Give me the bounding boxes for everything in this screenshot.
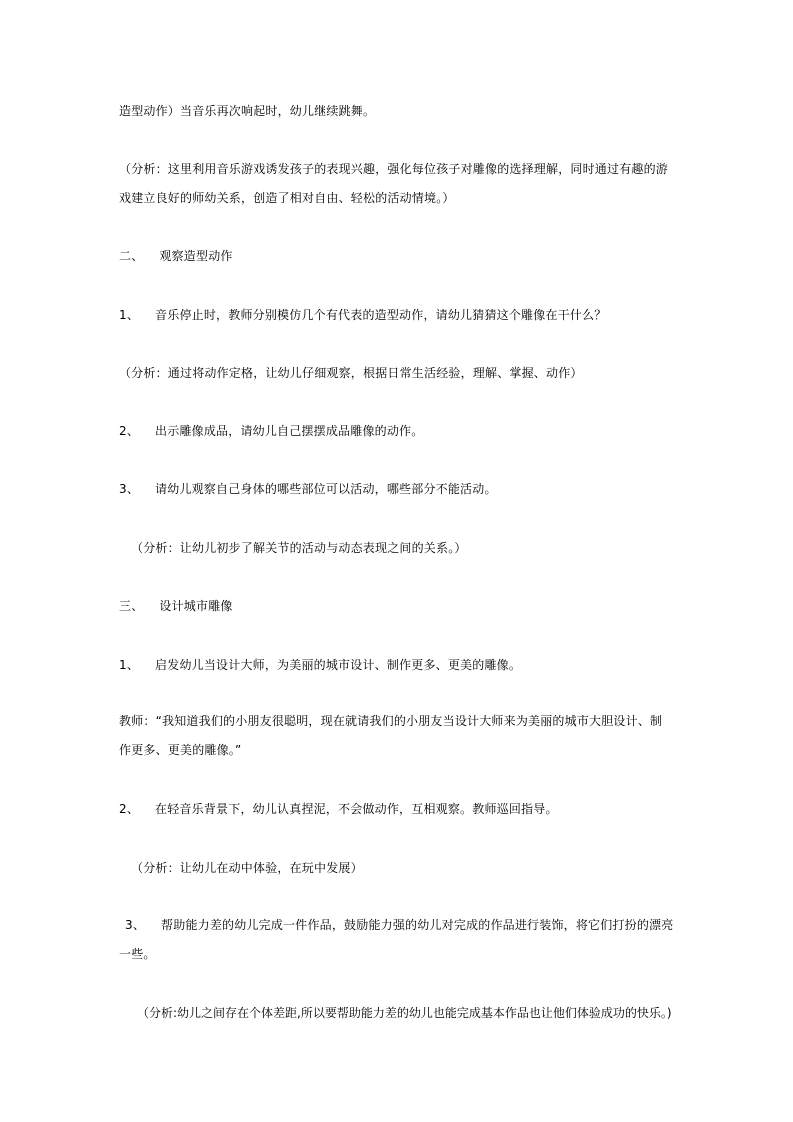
analysis-note xyxy=(131,860,363,877)
quote-text: 教师：“我知道我们的小朋友很聪明，现在就请我们的小朋友当设计大师来为美丽的城市大胆设计、制作更多、更美的雕像。” xyxy=(119,714,663,757)
step-item xyxy=(119,423,423,440)
analysis-text: （分析：让幼儿在动中体验，在玩中发展） xyxy=(131,861,363,875)
section-heading-3 xyxy=(119,598,233,615)
section-title: 观察造型动作 xyxy=(159,249,233,263)
section-heading-2 xyxy=(119,248,233,265)
step-item xyxy=(119,481,497,498)
step-number: 3、 xyxy=(119,482,140,496)
step-item xyxy=(119,911,675,969)
paragraph-text: 造型动作）当音乐再次响起时，幼儿继续跳舞。 xyxy=(119,104,376,118)
step-number: 3、 xyxy=(125,918,146,932)
analysis-paragraph xyxy=(119,155,675,213)
analysis-text: （分析：这里利用音乐游戏诱发孩子的表现兴趣，强化每位孩子对雕像的选择理解，同时通过有趣的游戏建立良好的师幼关系，创造了相对自由、轻松的活动情境。） xyxy=(119,162,669,205)
step-number: 2、 xyxy=(119,424,140,438)
analysis-text: （分析:幼儿之间存在个体差距,所以要帮助能力差的幼儿也能完成基本作品也让他们体验成功的快乐。) xyxy=(137,1006,672,1020)
step-text: 启发幼儿当设计大师，为美丽的城市设计、制作更多、更美的雕像。 xyxy=(155,658,522,672)
teacher-quote xyxy=(119,707,667,765)
step-item xyxy=(119,657,521,674)
step-text: 出示雕像成品，请幼儿自己摆摆成品雕像的动作。 xyxy=(155,424,424,438)
section-number: 二、 xyxy=(119,249,144,263)
step-item xyxy=(119,307,606,324)
step-number: 1、 xyxy=(119,308,140,322)
section-number: 三、 xyxy=(119,599,144,613)
step-text: 音乐停止时，教师分别模仿几个有代表的造型动作，请幼儿猜猜这个雕像在干什么？ xyxy=(155,308,607,322)
step-text: 请幼儿观察自己身体的哪些部位可以活动，哪些部分不能活动。 xyxy=(155,482,497,496)
paragraph-continuation xyxy=(119,103,375,120)
analysis-text: （分析：通过将动作定格，让幼儿仔细观察，根据日常生活经验，理解、掌握、动作） xyxy=(119,366,583,380)
step-text: 帮助能力差的幼儿完成一件作品，鼓励能力强的幼儿对完成的作品进行装饰，将它们打扮的漂亮一些。 xyxy=(119,918,674,961)
step-number: 2、 xyxy=(119,802,140,816)
step-number: 1、 xyxy=(119,658,140,672)
analysis-note xyxy=(137,1005,672,1022)
step-item xyxy=(119,801,558,818)
analysis-note xyxy=(119,365,583,382)
section-title: 设计城市雕像 xyxy=(159,599,233,613)
analysis-note xyxy=(131,540,467,557)
step-text: 在轻音乐背景下，幼儿认真捏泥，不会做动作，互相观察。教师巡回指导。 xyxy=(155,802,558,816)
analysis-text: （分析：让幼儿初步了解关节的活动与动态表现之间的关系。） xyxy=(131,541,467,555)
